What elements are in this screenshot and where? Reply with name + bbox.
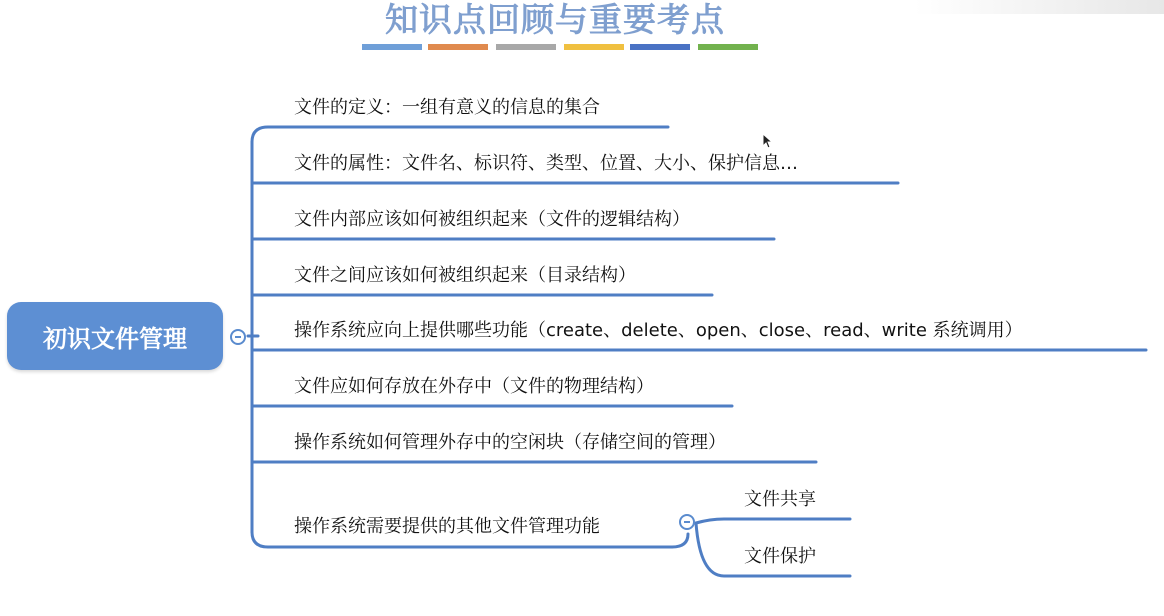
sub-file-protection[interactable]: 文件保护 xyxy=(744,546,816,567)
sub-file-sharing[interactable]: 文件共享 xyxy=(744,489,816,510)
root-collapse-icon[interactable] xyxy=(230,329,246,345)
branch-free-space-management[interactable]: 操作系统如何管理外存中的空闲块（存储空间的管理） xyxy=(294,432,726,453)
branch-logical-structure[interactable]: 文件内部应该如何被组织起来（文件的逻辑结构） xyxy=(294,209,690,230)
mouse-cursor-icon xyxy=(762,133,774,149)
branch-system-calls[interactable]: 操作系统应向上提供哪些功能（create、delete、open、close、read、write 系统调用） xyxy=(294,320,1023,341)
page-title: 知识点回顾与重要考点 xyxy=(385,0,725,39)
connector-sub-trunk xyxy=(672,534,688,547)
other-functions-collapse-icon[interactable] xyxy=(679,514,695,530)
branch-other-functions[interactable]: 操作系统需要提供的其他文件管理功能 xyxy=(294,516,600,537)
connector-sub-1 xyxy=(696,519,850,523)
branch-physical-structure[interactable]: 文件应如何存放在外存中（文件的物理结构） xyxy=(294,376,654,397)
branch-file-definition[interactable]: 文件的定义：一组有意义的信息的集合 xyxy=(294,97,600,118)
root-node[interactable]: 初识文件管理 xyxy=(7,302,223,370)
connector-branch-1 xyxy=(252,127,668,142)
branch-directory-structure[interactable]: 文件之间应该如何被组织起来（目录结构） xyxy=(294,265,636,286)
branch-file-attributes[interactable]: 文件的属性：文件名、标识符、类型、位置、大小、保护信息… xyxy=(294,153,798,174)
